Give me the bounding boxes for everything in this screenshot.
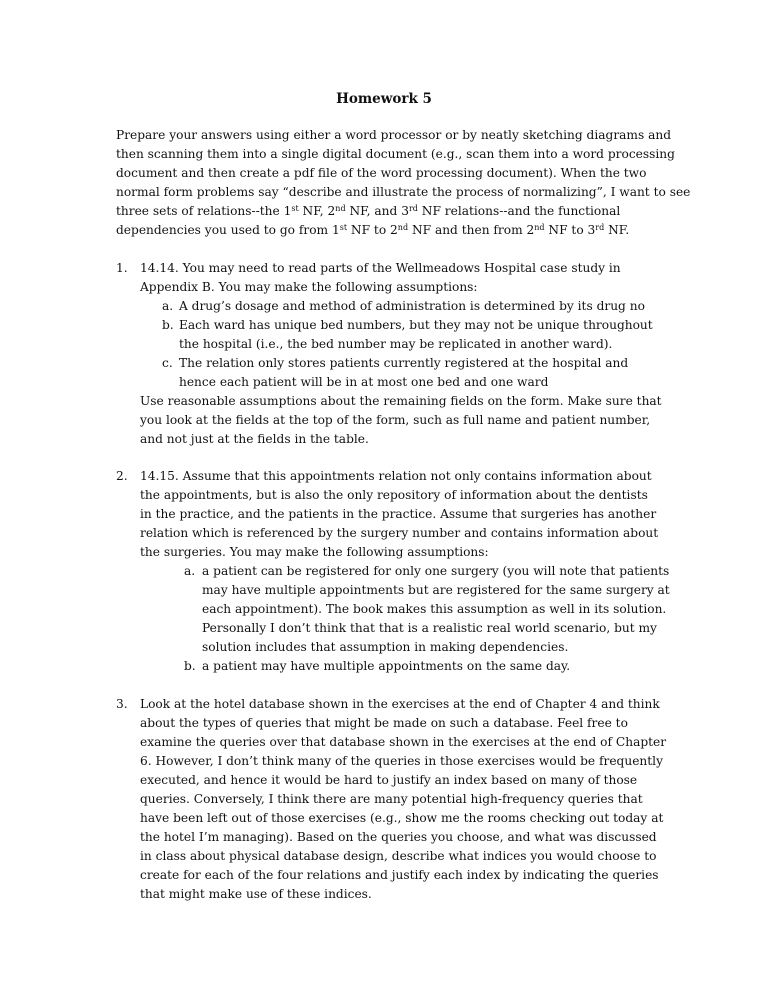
question-line: queries. Conversely, I think there are many potential high-frequency queries that <box>140 792 643 806</box>
intro-line: normal form problems say “describe and illustrate the process of normalizing”, I want to see <box>116 185 691 199</box>
sub-item-line: A drug’s dosage and method of administration is determined by its drug no <box>179 299 645 313</box>
superscript: st <box>291 204 299 213</box>
superscript: nd <box>534 223 545 232</box>
intro-paragraph <box>116 126 691 240</box>
question-line: the appointments, but is also the only repository of information about the dentists <box>140 488 648 502</box>
sub-item-line: solution includes that assumption in making dependencies. <box>202 640 569 654</box>
question-line: create for each of the four relations and justify each index by indicating the queries <box>140 868 659 882</box>
sub-item-label: a. <box>162 299 174 313</box>
sub-item-line: each appointment). The book makes this assumption as well in its solution. <box>202 602 667 616</box>
superscript: rd <box>595 223 605 232</box>
question-number: 1. <box>116 261 128 275</box>
sub-item-line: hence each patient will be in at most one bed and one ward <box>179 375 549 389</box>
sub-item-label: c. <box>162 356 173 370</box>
sub-item-line: may have multiple appointments but are registered for the same surgery at <box>202 583 670 597</box>
sub-item-line: a patient may have multiple appointments on the same day. <box>202 659 571 673</box>
question-line: 6. However, I don’t think many of the queries in those exercises would be frequently <box>140 754 663 768</box>
question-number: 2. <box>116 469 128 483</box>
sub-item-line: Personally I don’t think that that is a realistic real world scenario, but my <box>202 621 657 635</box>
question-line: and not just at the fields in the table. <box>140 432 369 446</box>
question-line: examine the queries over that database shown in the exercises at the end of Chapter <box>140 735 667 749</box>
sub-item-label: a. <box>184 564 196 578</box>
sub-item-line: The relation only stores patients currently registered at the hospital and <box>179 356 629 370</box>
question-line: have been left out of those exercises (e.g., show me the rooms checking out today at <box>140 811 664 825</box>
question-line: that might make use of these indices. <box>140 887 372 901</box>
text-run: NF relations--and the functional <box>417 204 621 218</box>
text-run: NF, 2 <box>298 204 336 218</box>
question-line: 14.15. Assume that this appointments relation not only contains information about <box>140 469 652 483</box>
page-title: Homework 5 <box>336 91 432 107</box>
text-run: NF to 2 <box>347 223 398 237</box>
superscript: st <box>339 223 348 232</box>
question-line: you look at the fields at the top of the form, such as full name and patient number, <box>140 413 651 427</box>
question-line: Appendix B. You may make the following assumptions: <box>140 280 478 294</box>
intro-line: Prepare your answers using either a word processor or by neatly sketching diagrams and <box>116 128 672 142</box>
question-line: Look at the hotel database shown in the exercises at the end of Chapter 4 and think <box>140 697 660 711</box>
question-line: the surgeries. You may make the following assumptions: <box>140 545 489 559</box>
question-2 <box>116 467 676 676</box>
text-run: NF. <box>604 223 630 237</box>
text-run: dependencies you used to go from 1 <box>116 223 340 237</box>
question-line: in the practice, and the patients in the practice. Assume that surgeries has another <box>140 507 657 521</box>
sub-item-label: b. <box>184 659 196 673</box>
superscript: rd <box>408 204 418 213</box>
text-run: NF and then from 2 <box>408 223 535 237</box>
intro-line <box>116 221 664 240</box>
question-line: 14.14. You may need to read parts of the Wellmeadows Hospital case study in <box>140 261 621 275</box>
text-run: three sets of relations--the 1 <box>116 204 292 218</box>
superscript: nd <box>397 223 409 232</box>
question-line: in class about physical database design, describe what indices you would choose to <box>140 849 657 863</box>
superscript: nd <box>335 204 346 213</box>
intro-line: document and then create a pdf file of the word processing document). When the two <box>116 166 647 180</box>
question-line: relation which is referenced by the surgery number and contains information about <box>140 526 659 540</box>
sub-item-label: b. <box>162 318 174 332</box>
sub-item-line: Each ward has unique bed numbers, but they may not be unique throughout <box>179 318 653 332</box>
text-run: NF, and 3 <box>345 204 409 218</box>
question-1 <box>116 259 676 449</box>
question-line: about the types of queries that might be made on such a database. Feel free to <box>140 716 628 730</box>
question-line: the hotel I’m managing). Based on the queries you choose, and what was discussed <box>140 830 657 844</box>
sub-item-line: a patient can be registered for only one surgery (you will note that patients <box>202 564 670 578</box>
sub-item-line: the hospital (i.e., the bed number may be replicated in another ward). <box>179 337 613 351</box>
question-3 <box>116 695 676 904</box>
question-line: Use reasonable assumptions about the remaining fields on the form. Make sure that <box>140 394 662 408</box>
question-number: 3. <box>116 697 128 711</box>
intro-line <box>116 202 664 221</box>
text-run: NF to 3 <box>544 223 596 237</box>
question-line: executed, and hence it would be hard to justify an index based on many of those <box>140 773 638 787</box>
intro-line: then scanning them into a single digital document (e.g., scan them into a word processing <box>116 147 675 161</box>
